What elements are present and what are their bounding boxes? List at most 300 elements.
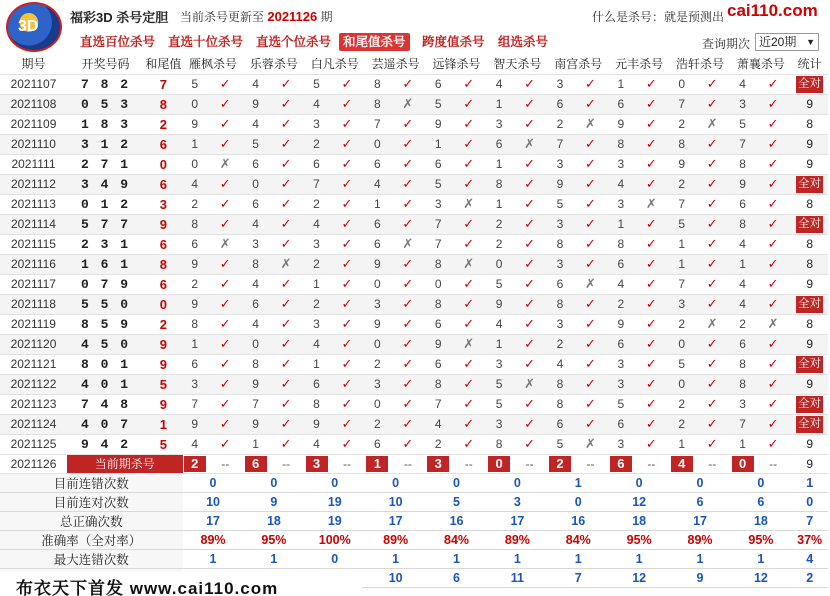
- stat-cell: 9: [791, 154, 828, 174]
- kill-value-cell: 5: [730, 114, 754, 134]
- kill-value-cell: 2: [670, 394, 694, 414]
- stat-cell: 9: [791, 374, 828, 394]
- header-predictor[interactable]: 南宫杀号: [548, 54, 609, 74]
- code-cell: 4 5 0: [67, 334, 144, 354]
- summary-stat: 2: [791, 568, 828, 587]
- current-kill-value: 4: [671, 456, 693, 472]
- kill-value-cell: 4: [304, 434, 328, 454]
- kill-value-cell: 4: [183, 174, 207, 194]
- kill-value-cell: 8: [365, 74, 389, 94]
- summary-value: 0: [487, 473, 548, 492]
- code-cell: 7 8 2: [67, 74, 144, 94]
- table-row: [0, 414, 828, 434]
- kill-value-cell: 9: [365, 314, 389, 334]
- stat-cell: 8: [791, 194, 828, 214]
- kill-value-cell: 3: [487, 354, 511, 374]
- check-icon: ✓: [755, 194, 792, 214]
- check-icon: ✓: [450, 94, 487, 114]
- cross-icon: ✗: [207, 154, 244, 174]
- check-icon: ✓: [450, 394, 487, 414]
- check-icon: ✓: [511, 234, 548, 254]
- code-cell: 3 1 2: [67, 134, 144, 154]
- table-row: [0, 314, 828, 334]
- check-icon: ✓: [268, 234, 305, 254]
- summary-value: 12: [609, 568, 670, 587]
- kill-value-cell: 2: [426, 434, 450, 454]
- kill-value-cell: 6: [365, 234, 389, 254]
- summary-value: 17: [487, 511, 548, 530]
- check-icon: ✓: [694, 74, 731, 94]
- hz-cell: 6: [144, 234, 183, 254]
- header-predictor[interactable]: 白凡杀号: [304, 54, 365, 74]
- summary-value: 0: [426, 473, 487, 492]
- header-predictor[interactable]: 雁枫杀号: [183, 54, 244, 74]
- summary-label: 总正确次数: [0, 511, 183, 530]
- check-icon: ✓: [207, 194, 244, 214]
- period-prefix: 当前杀号更新至: [180, 10, 265, 24]
- tab-tens-kill[interactable]: 直选十位杀号: [168, 35, 244, 49]
- current-kill-cell: [183, 454, 207, 473]
- header-predictor[interactable]: 芸遥杀号: [365, 54, 426, 74]
- period-suffix: 期: [320, 10, 333, 24]
- check-icon: ✓: [329, 194, 366, 214]
- summary-value: 89%: [365, 530, 426, 549]
- stat-cell: 9: [791, 274, 828, 294]
- check-icon: ✓: [390, 294, 427, 314]
- check-icon: ✓: [207, 214, 244, 234]
- check-icon: ✓: [755, 374, 792, 394]
- kill-value-cell: 3: [304, 114, 328, 134]
- check-icon: ✓: [755, 214, 792, 234]
- check-icon: ✓: [268, 194, 305, 214]
- kill-value-cell: 3: [609, 154, 633, 174]
- current-kill-value: 6: [610, 456, 632, 472]
- code-cell: 8 0 1: [67, 354, 144, 374]
- kill-value-cell: 3: [487, 114, 511, 134]
- stat-cell: 8: [791, 314, 828, 334]
- check-icon: ✓: [511, 154, 548, 174]
- rows-body: [0, 74, 828, 473]
- kill-value-cell: 2: [183, 274, 207, 294]
- summary-value: 1: [548, 549, 609, 568]
- check-icon: ✓: [755, 394, 792, 414]
- check-icon: ✓: [694, 354, 731, 374]
- kill-value-cell: 9: [609, 314, 633, 334]
- summary-value: 89%: [487, 530, 548, 549]
- check-icon: ✓: [572, 214, 609, 234]
- current-dash: --: [207, 454, 244, 473]
- kill-value-cell: 3: [609, 194, 633, 214]
- check-icon: ✓: [329, 314, 366, 334]
- kill-value-cell: 6: [304, 154, 328, 174]
- cross-icon: ✗: [450, 194, 487, 214]
- all-right-badge: 全对: [796, 76, 823, 93]
- summary-value: 7: [548, 568, 609, 587]
- hz-cell: 5: [144, 374, 183, 394]
- kill-value-cell: 1: [670, 254, 694, 274]
- check-icon: ✓: [207, 274, 244, 294]
- check-icon: ✓: [268, 314, 305, 334]
- check-icon: ✓: [694, 294, 731, 314]
- check-icon: ✓: [450, 214, 487, 234]
- kill-value-cell: 8: [730, 214, 754, 234]
- kill-value-cell: 9: [487, 294, 511, 314]
- kill-value-cell: 8: [548, 294, 572, 314]
- kill-value-cell: 2: [183, 194, 207, 214]
- stat-cell: [791, 354, 828, 374]
- kill-value-cell: 3: [183, 374, 207, 394]
- check-icon: ✓: [390, 434, 427, 454]
- summary-value: 19: [304, 511, 365, 530]
- check-icon: ✓: [755, 294, 792, 314]
- all-right-badge: 全对: [796, 356, 823, 373]
- cross-icon: ✗: [390, 234, 427, 254]
- kill-value-cell: 7: [426, 214, 450, 234]
- kill-value-cell: 2: [304, 134, 328, 154]
- check-icon: ✓: [511, 434, 548, 454]
- stat-cell: [791, 174, 828, 194]
- current-row: [0, 454, 828, 473]
- cross-icon: ✗: [694, 314, 731, 334]
- summary-stat: 1: [791, 473, 828, 492]
- header-predictor[interactable]: 智天杀号: [487, 54, 548, 74]
- tab-hundreds-kill[interactable]: 直选百位杀号: [80, 35, 156, 49]
- kill-value-cell: 7: [730, 134, 754, 154]
- period-cell: 2021114: [0, 214, 67, 234]
- kill-value-cell: 8: [730, 374, 754, 394]
- kill-value-cell: 7: [426, 234, 450, 254]
- check-icon: ✓: [755, 114, 792, 134]
- cross-icon: ✗: [694, 114, 731, 134]
- kill-value-cell: 3: [304, 234, 328, 254]
- check-icon: ✓: [450, 234, 487, 254]
- kill-value-cell: 8: [487, 174, 511, 194]
- code-cell: 0 1 2: [67, 194, 144, 214]
- period-select[interactable]: [755, 33, 819, 51]
- check-icon: ✓: [572, 374, 609, 394]
- check-icon: ✓: [329, 374, 366, 394]
- check-icon: ✓: [633, 174, 670, 194]
- period-cell: 2021122: [0, 374, 67, 394]
- check-icon: ✓: [207, 174, 244, 194]
- check-icon: ✓: [633, 74, 670, 94]
- period-cell: 2021107: [0, 74, 67, 94]
- summary-value: 6: [730, 492, 791, 511]
- summary-value: 1: [730, 549, 791, 568]
- kill-value-cell: 8: [243, 354, 267, 374]
- kill-value-cell: 8: [548, 234, 572, 254]
- check-icon: ✓: [511, 174, 548, 194]
- summary-value: 9: [670, 568, 731, 587]
- check-icon: ✓: [694, 94, 731, 114]
- table-header: [0, 54, 828, 74]
- header-predictor[interactable]: 元丰杀号: [609, 54, 670, 74]
- check-icon: ✓: [390, 74, 427, 94]
- kill-value-cell: 6: [609, 334, 633, 354]
- header-predictor[interactable]: 乐蓉杀号: [243, 54, 304, 74]
- tab-group-kill[interactable]: 组选杀号: [498, 35, 549, 49]
- cross-icon: ✗: [572, 114, 609, 134]
- kill-value-cell: 6: [426, 354, 450, 374]
- summary-value: 16: [426, 511, 487, 530]
- kill-value-cell: 4: [243, 114, 267, 134]
- kill-value-cell: 4: [609, 274, 633, 294]
- check-icon: ✓: [268, 414, 305, 434]
- kill-value-cell: 8: [609, 234, 633, 254]
- kill-value-cell: 8: [426, 294, 450, 314]
- kill-value-cell: 4: [426, 414, 450, 434]
- check-icon: ✓: [329, 334, 366, 354]
- current-kill-value: 2: [184, 456, 206, 472]
- kill-value-cell: 8: [183, 314, 207, 334]
- header-predictor[interactable]: 浩轩杀号: [670, 54, 731, 74]
- check-icon: ✓: [755, 94, 792, 114]
- kill-value-cell: 8: [548, 374, 572, 394]
- current-kill-value: 6: [245, 456, 267, 472]
- logo-text: 3D: [18, 18, 39, 35]
- check-icon: ✓: [694, 214, 731, 234]
- hz-cell: 6: [144, 134, 183, 154]
- kill-value-cell: 8: [487, 434, 511, 454]
- kill-value-cell: 3: [548, 74, 572, 94]
- summary-value: 95%: [243, 530, 304, 549]
- check-icon: ✓: [511, 314, 548, 334]
- summary-value: 6: [670, 492, 731, 511]
- app-title: 福彩3D 杀号定胆: [70, 10, 169, 25]
- current-kill-cell: [243, 454, 267, 473]
- check-icon: ✓: [511, 414, 548, 434]
- all-right-badge: 全对: [796, 416, 823, 433]
- kill-value-cell: 9: [183, 254, 207, 274]
- kill-value-cell: 4: [304, 94, 328, 114]
- current-kill-value: 0: [732, 456, 754, 472]
- summary-value: 0: [183, 473, 244, 492]
- hz-cell: 3: [144, 194, 183, 214]
- kill-value-cell: 2: [548, 334, 572, 354]
- check-icon: ✓: [755, 254, 792, 274]
- current-stat: 9: [791, 454, 828, 473]
- check-icon: ✓: [755, 74, 792, 94]
- kill-value-cell: 6: [487, 134, 511, 154]
- kill-value-cell: 9: [304, 414, 328, 434]
- check-icon: ✓: [268, 334, 305, 354]
- header-period: 期号: [0, 54, 67, 74]
- kill-value-cell: 2: [670, 314, 694, 334]
- table-row: [0, 234, 828, 254]
- check-icon: ✓: [450, 374, 487, 394]
- current-kill-value: 0: [488, 456, 510, 472]
- kill-value-cell: 5: [548, 434, 572, 454]
- summary-value: 95%: [730, 530, 791, 549]
- kill-value-cell: 4: [730, 74, 754, 94]
- period-cell: 2021112: [0, 174, 67, 194]
- kill-value-cell: 7: [183, 394, 207, 414]
- summary-value: 1: [365, 549, 426, 568]
- chevron-down-icon: ▼: [806, 37, 815, 47]
- kill-value-cell: 6: [243, 194, 267, 214]
- kill-value-cell: 9: [365, 254, 389, 274]
- summary-value: 100%: [304, 530, 365, 549]
- kill-value-cell: 6: [183, 234, 207, 254]
- check-icon: ✓: [572, 194, 609, 214]
- code-cell: 1 8 3: [67, 114, 144, 134]
- kill-value-cell: 9: [609, 114, 633, 134]
- check-icon: ✓: [329, 394, 366, 414]
- summary-value: 1: [609, 549, 670, 568]
- summary-value: 18: [730, 511, 791, 530]
- summary-value: 17: [670, 511, 731, 530]
- check-icon: ✓: [511, 254, 548, 274]
- summary-label: 目前连错次数: [0, 473, 183, 492]
- kill-value-cell: 7: [426, 394, 450, 414]
- period-cell: 2021124: [0, 414, 67, 434]
- check-icon: ✓: [268, 354, 305, 374]
- check-icon: ✓: [633, 94, 670, 114]
- check-icon: ✓: [450, 174, 487, 194]
- check-icon: ✓: [450, 274, 487, 294]
- check-icon: ✓: [633, 234, 670, 254]
- check-icon: ✓: [207, 94, 244, 114]
- check-icon: ✓: [633, 414, 670, 434]
- check-icon: ✓: [450, 354, 487, 374]
- site-url[interactable]: cai110.com: [727, 1, 818, 20]
- kill-value-cell: 0: [670, 334, 694, 354]
- summary-row: [0, 511, 828, 530]
- code-cell: 0 7 9: [67, 274, 144, 294]
- table-row: [0, 294, 828, 314]
- check-icon: ✓: [633, 334, 670, 354]
- help-link[interactable]: 什么是杀号：就是预测出: [592, 10, 725, 24]
- header: [0, 0, 830, 35]
- header-predictor[interactable]: 远锋杀号: [426, 54, 487, 74]
- summary-value: 0: [304, 549, 365, 568]
- code-cell: 1 6 1: [67, 254, 144, 274]
- kill-value-cell: 8: [304, 394, 328, 414]
- check-icon: ✓: [694, 194, 731, 214]
- tab-sum-tail-kill[interactable]: 和尾值杀号: [339, 33, 410, 51]
- check-icon: ✓: [694, 274, 731, 294]
- summary-value: 0: [365, 473, 426, 492]
- check-icon: ✓: [450, 294, 487, 314]
- summary-value: 6: [426, 568, 487, 587]
- code-cell: 2 3 1: [67, 234, 144, 254]
- kill-value-cell: 1: [426, 134, 450, 154]
- kill-value-cell: 8: [548, 394, 572, 414]
- summary-value: 1: [243, 549, 304, 568]
- check-icon: ✓: [268, 134, 305, 154]
- kill-value-cell: 6: [730, 194, 754, 214]
- kill-value-cell: 2: [365, 414, 389, 434]
- summary-value: 1: [426, 549, 487, 568]
- cross-icon: ✗: [207, 234, 244, 254]
- period-value: 2021126: [267, 9, 318, 24]
- check-icon: ✓: [207, 414, 244, 434]
- tab-units-kill[interactable]: 直选个位杀号: [256, 35, 332, 49]
- current-dash: --: [572, 454, 609, 473]
- check-icon: ✓: [329, 274, 366, 294]
- cross-icon: ✗: [390, 94, 427, 114]
- check-icon: ✓: [511, 94, 548, 114]
- hz-cell: 9: [144, 214, 183, 234]
- table-row: [0, 254, 828, 274]
- check-icon: ✓: [207, 314, 244, 334]
- kill-value-cell: 0: [183, 94, 207, 114]
- cross-icon: ✗: [268, 254, 305, 274]
- kill-value-cell: 9: [183, 294, 207, 314]
- table-row: [0, 74, 828, 94]
- summary-value: 18: [609, 511, 670, 530]
- all-right-badge: 全对: [796, 396, 823, 413]
- period-select-label: 查询期次: [702, 37, 751, 51]
- kill-value-cell: 1: [487, 154, 511, 174]
- kill-value-cell: 1: [365, 194, 389, 214]
- period-cell: 2021125: [0, 434, 67, 454]
- kill-value-cell: 1: [487, 334, 511, 354]
- kill-value-cell: 8: [183, 214, 207, 234]
- check-icon: ✓: [694, 154, 731, 174]
- kill-value-cell: 4: [548, 354, 572, 374]
- current-dash: --: [755, 454, 792, 473]
- check-icon: ✓: [329, 94, 366, 114]
- check-icon: ✓: [390, 154, 427, 174]
- current-kill-cell: [487, 454, 511, 473]
- check-icon: ✓: [268, 374, 305, 394]
- check-icon: ✓: [572, 254, 609, 274]
- kill-value-cell: 3: [730, 94, 754, 114]
- kill-value-cell: 6: [365, 154, 389, 174]
- table-row: [0, 354, 828, 374]
- current-kill-cell: [730, 454, 754, 473]
- tab-span-kill[interactable]: 跨度值杀号: [422, 35, 485, 49]
- kill-value-cell: 7: [548, 134, 572, 154]
- check-icon: ✓: [694, 334, 731, 354]
- summary-value: 16: [548, 511, 609, 530]
- kill-value-cell: 3: [609, 434, 633, 454]
- kill-value-cell: 4: [730, 294, 754, 314]
- kill-value-cell: 3: [548, 154, 572, 174]
- check-icon: ✓: [694, 434, 731, 454]
- current-dash: --: [633, 454, 670, 473]
- check-icon: ✓: [207, 354, 244, 374]
- current-kill-value: 3: [306, 456, 328, 472]
- kill-value-cell: 4: [243, 74, 267, 94]
- header-predictor[interactable]: 萧襄杀号: [730, 54, 791, 74]
- kill-value-cell: 5: [548, 194, 572, 214]
- kill-value-cell: 5: [426, 94, 450, 114]
- kill-value-cell: 4: [487, 74, 511, 94]
- kill-value-cell: 1: [730, 254, 754, 274]
- check-icon: ✓: [511, 294, 548, 314]
- check-icon: ✓: [694, 234, 731, 254]
- kill-value-cell: 1: [730, 434, 754, 454]
- current-kill-cell: [670, 454, 694, 473]
- stat-cell: [791, 214, 828, 234]
- hz-cell: 9: [144, 354, 183, 374]
- summary-row: [0, 492, 828, 511]
- period-cell: 2021109: [0, 114, 67, 134]
- check-icon: ✓: [633, 134, 670, 154]
- kill-value-cell: 7: [670, 274, 694, 294]
- summary-stat: 7: [791, 511, 828, 530]
- check-icon: ✓: [511, 394, 548, 414]
- check-icon: ✓: [207, 134, 244, 154]
- kill-value-cell: 9: [243, 94, 267, 114]
- stat-cell: [791, 74, 828, 94]
- kill-value-cell: 7: [365, 114, 389, 134]
- kill-value-cell: 5: [487, 394, 511, 414]
- summary-value: 12: [609, 492, 670, 511]
- kill-table: [0, 54, 828, 588]
